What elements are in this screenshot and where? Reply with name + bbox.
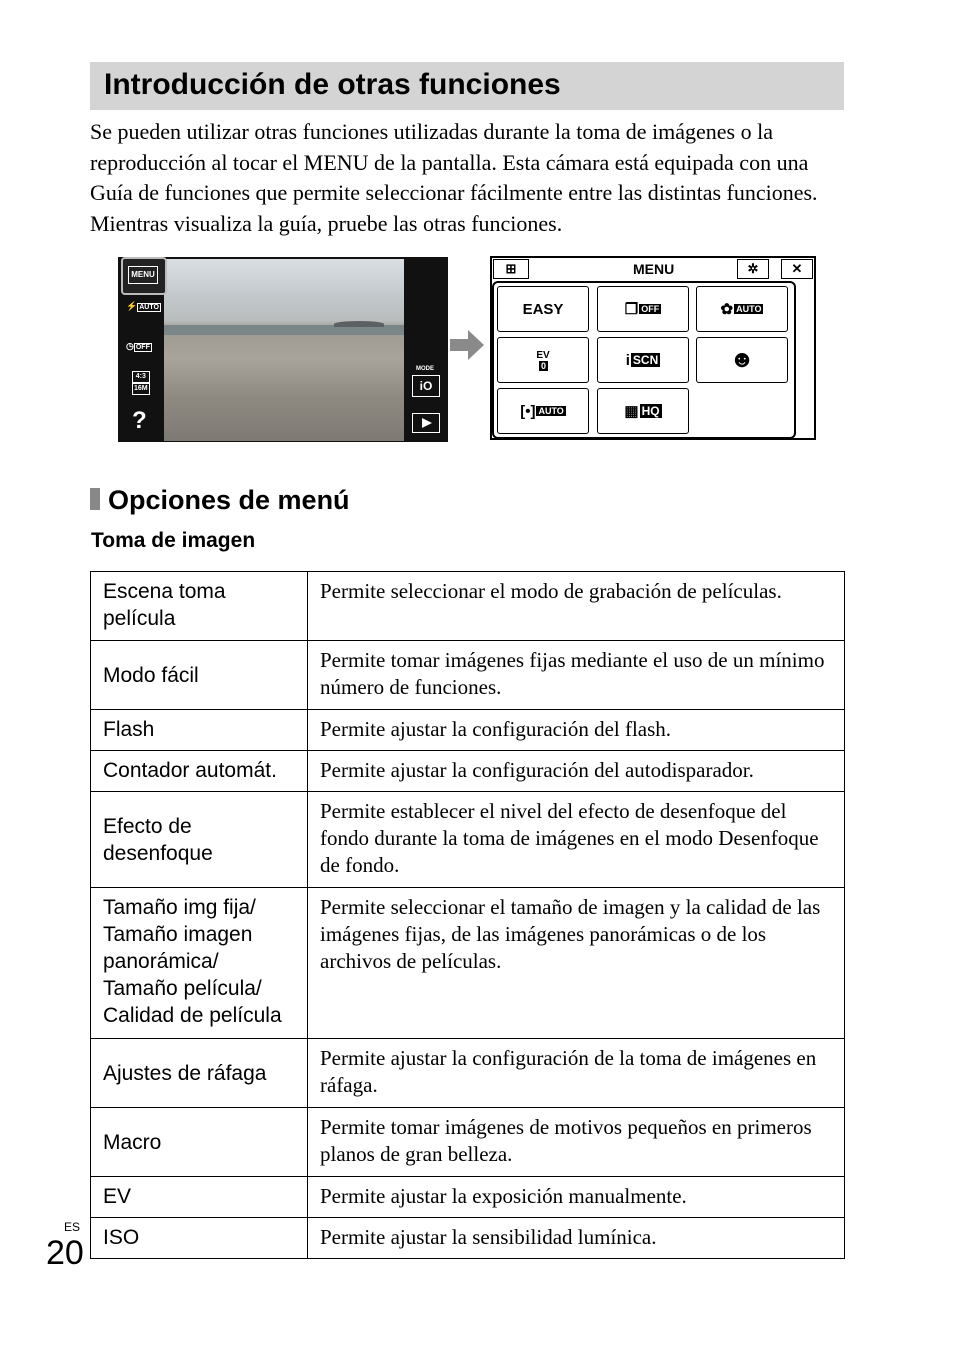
section-marker-icon: [90, 488, 100, 510]
menu-screen-title: MENU: [633, 261, 675, 277]
option-name: EV: [91, 1177, 308, 1218]
table-row: [91, 1039, 845, 1108]
table-row: [91, 641, 845, 710]
menu-cell-movie-scene: ❐ OFF: [597, 286, 689, 332]
intelligent-auto-icon: iO: [412, 375, 440, 397]
help-icon: ?: [132, 407, 147, 434]
option-name: Efecto de desenfoque: [91, 792, 308, 888]
option-description: Permite seleccionar el modo de grabación de películas.: [308, 572, 845, 641]
beach-photo: [164, 259, 404, 441]
table-row: [91, 1177, 845, 1218]
language-code: ES: [64, 1220, 81, 1234]
option-description: Permite ajustar la configuración del autodisparador.: [308, 751, 845, 792]
menu-cell-scene-selection: i SCN: [597, 337, 689, 383]
menu-cell-smile-icon: ☻: [696, 337, 788, 383]
table-row: [91, 751, 845, 792]
table-row: [91, 1108, 845, 1177]
mode-label: MODE: [416, 366, 434, 372]
flash-icon: ⚡ AUTO: [126, 301, 159, 311]
menu-screen-illustration: [490, 256, 816, 440]
menu-cell-face-detection: [•] AUTO: [497, 388, 589, 434]
menu-options-table: [90, 571, 845, 1259]
option-description: Permite seleccionar el tamaño de imagen y la calidad de las imágenes fijas, de las imágenes panorámicas o de los archivos de películas.: [308, 888, 845, 1039]
option-name: Macro: [91, 1108, 308, 1177]
option-description: Permite ajustar la exposición manualmente.: [308, 1177, 845, 1218]
intro-paragraph: Se pueden utilizar otras funciones utilizadas durante la toma de imágenes o la reproducción al tocar el MENU de la pantalla. Esta cámara está equipada con una Guía de funciones que permite seleccionar fácilmente entre las distintas funciones. Mientras visualiza la guía, pruebe las otras funciones.: [90, 119, 818, 236]
gear-icon: ✲: [737, 259, 769, 279]
menu-button: [121, 257, 167, 295]
camera-screen-illustration: [118, 257, 448, 442]
option-name: Tamaño img fija/ Tamaño imagen panorámica/ Tamaño película/ Calidad de película: [91, 888, 308, 1039]
option-description: Permite tomar imágenes de motivos pequeños en primeros planos de gran belleza.: [308, 1108, 845, 1177]
option-name: ISO: [91, 1218, 308, 1259]
page-title: Introducción de otras funciones: [104, 68, 561, 101]
option-description: Permite tomar imágenes fijas mediante el uso de un mínimo número de funciones.: [308, 641, 845, 710]
option-description: Permite ajustar la configuración de la toma de imágenes en ráfaga.: [308, 1039, 845, 1108]
option-description: Permite ajustar la sensibilidad lumínica.: [308, 1218, 845, 1259]
option-name: Escena toma película: [91, 572, 308, 641]
menu-cell-macro: ✿ AUTO: [696, 286, 788, 332]
toolbox-icon: ⊞: [493, 259, 529, 279]
subsection-heading: Toma de imagen: [91, 529, 256, 552]
option-description: Permite ajustar la configuración del flash.: [308, 710, 845, 751]
option-name: Ajustes de ráfaga: [91, 1039, 308, 1108]
menu-grid: [492, 281, 796, 439]
image-size-icon: 4:3 16M: [132, 371, 150, 395]
title-bar: [90, 62, 844, 110]
table-row: [91, 710, 845, 751]
close-icon: ✕: [781, 259, 813, 279]
menu-cell-movie-quality: ▦ HQ: [597, 388, 689, 434]
self-timer-icon: ◷ OFF: [126, 341, 150, 351]
table-row: [91, 572, 845, 641]
option-name: Flash: [91, 710, 308, 751]
page-number: 20: [46, 1234, 84, 1272]
option-description: Permite establecer el nivel del efecto de desenfoque del fondo durante la toma de imágenes en el modo Desenfoque de fondo.: [308, 792, 845, 888]
playback-icon: [412, 413, 440, 433]
menu-cell-ev: EV 0: [497, 337, 589, 383]
arrow-right-icon: [450, 330, 484, 360]
menu-cell-easy: EASY: [497, 286, 589, 332]
table-row: [91, 792, 845, 888]
menu-top-bar: [493, 259, 813, 279]
option-name: Modo fácil: [91, 641, 308, 710]
section-heading: Opciones de menú: [90, 485, 350, 516]
table-row: [91, 888, 845, 1039]
menu-button-label: MENU: [128, 266, 158, 284]
option-name: Contador automát.: [91, 751, 308, 792]
table-row: [91, 1218, 845, 1259]
